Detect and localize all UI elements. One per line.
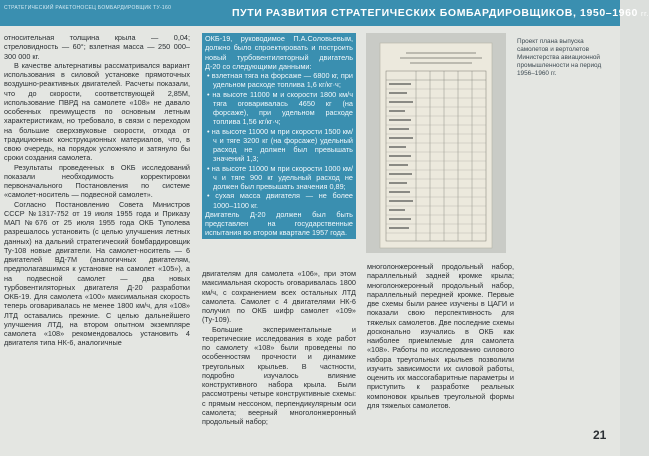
spec-bullet-text: взлетная тяга на форсаже — 6800 кг, при удельном расходе топлива 1,6 кг/кг·ч; — [211, 71, 353, 90]
paragraph: относительная толщина крыла — 0,04; стреловидность — 60°; взлетная масса — 250 000–300 000 кг. — [4, 33, 190, 61]
page-title — [232, 7, 649, 19]
paragraph: Согласно Постановлению Совета Министров СССР №1317-752 от 19 июля 1955 года и Приказу МАП №676 от 25 июля 1955 года ОКБ Туполева разрешалось установить (с целью улучшения летных данных) на дальний стратегический бомбардировщик Ту-108 новые двигатели. На самолет-носитель — 6 двигателей ВД-7М (аналогичных двигателям, предполагавшимся к установке на самолет «105»), а на подвесной самолет — два новых турбовентиляторных двигателя Д-20 разработки ОКБ-19. Для самолета «100» максимальная скорость теперь оговаривалась не менее 1800 км/ч, для «108» ЛТД оставались прежние. С целью дальнейшего улучшения ЛТД, на втором опытном экземпляре самолета «108» рекомендовалось установить 4 двигателя типа НК-6, аналогичные — [4, 199, 190, 348]
text-column-1 — [4, 33, 190, 348]
paragraph: Большие экспериментальные и теоретические исследования в ходе работ по самолету «108» были проведены по особенностям прочности и динамике треугольных крыльев. В частности, подробно изучалось влияние конструктивного набора крыла. Были рассмотрены четыре конструктивные схемы: с прямым нессоном, перпендикулярным оси самолета; веерный многолонжеронный продольный набор; — [202, 324, 356, 426]
text-column-2 — [202, 33, 356, 239]
spec-bullet-text: сухая масса двигателя — не более 1000–1100 кг. — [213, 191, 353, 210]
photo-caption: Проект плана выпуска самолетов и вертолетов Министерства авиационной промышленности на период 1956–1960 гг. — [517, 38, 602, 77]
text-column-3 — [202, 269, 356, 426]
paragraph: двигателям для самолета «106», при этом максимальная скорость оговаривалась 1800 км/ч, с сохранением всех остальных ЛТД самолета. Самолет с 4 двигателями НК-6 получил по ОКБ шифр самолет «109» (Ту-109). — [202, 269, 356, 325]
running-head: СТРАТЕГИЧЕСКИЙ РАКЕТОНОСЕЦ БОМБАРДИРОВЩИК ТУ-160 — [4, 5, 172, 11]
spec-bullet-text: на высоте 11000 м при скорости 1000 км/ч и тяге 900 кг удельный расход не должен был превышать значения 0,89; — [211, 163, 353, 191]
page-title-suffix: гг. — [640, 11, 649, 18]
document-photo — [366, 33, 506, 253]
spec-bullet: • на высоте 11000 м при скорости 1000 км/ч и тяге 900 кг удельный расход не должен был превышать значения 0,89; — [207, 163, 353, 191]
spec-bullet: • взлетная тяга на форсаже — 6800 кг, при удельном расходе топлива 1,6 кг/кг·ч; — [207, 71, 353, 90]
paragraph: В качестве альтернативы рассматривался вариант использования в силовой установке прямоточных воздушно-реактивных двигателей. Расчеты показали, что до скорости, соответствующей 2,85М, использование ПВРД на самолете «108» не давало особенных преимуществ по основным летным характеристикам, но требовало, в связи с переходом на большие сверхзвуковые скорости, отхода от традиционных конструкционных материалов, что, в свою очередь, на порядок усложняло и затянуло бы сроки создания самолета. — [4, 60, 190, 163]
paragraph: многолонжеронный продольный набор, параллельный задней кромке крыла; многолонжеронный продольный набор, параллельный передней кромке. Первые две схемы были ранее изучены в ЦАГИ и показали свою перспективность для тяжелых самолетов. Две последние схемы досконально изучались в ОКБ как наиболее приемлемые для самолета «108». Работы по исследованию силового набора треугольных крыльев позволили изучить зависимости их силовой работы, оценить их массогабаритные параметры и приступить к разработке реальных компоновок крыльев треугольной формы для тяжелых самолетов. — [367, 262, 514, 410]
page-title-text: ПУТИ РАЗВИТИЯ СТРАТЕГИЧЕСКИХ БОМБАРДИРОВЩИКОВ, 1950–1960 — [232, 7, 638, 19]
paragraph: Результаты проведенных в ОКБ исследований показали необходимость корректировки первоначального Постановления по системе «самолет-носитель — подвесной самолет». — [4, 162, 190, 200]
spec-intro: ОКБ-19, руководимое П.А.Соловьевым, должно было спроектировать и построить новый турбовентиляторный двигатель Д-20 со следующими данными: — [205, 34, 353, 71]
archive-table-image — [366, 33, 506, 253]
spec-bullet-text: на высоте 11000 м и скорости 1800 км/ч тяга оговаривалась 4650 кг (на форсаже), при удельном расходе топлива 1,56 кг/кг·ч; — [212, 89, 353, 127]
text-column-4 — [367, 262, 514, 410]
header-bar — [0, 0, 649, 26]
engine-spec-box — [202, 33, 356, 239]
spec-bullet: • на высоте 11000 м при скорости 1500 км/ч и тяге 3200 кг (на форсаже) удельный расход не должен был превышать значений 1,3; — [207, 126, 353, 164]
spec-bullet-text: на высоте 11000 м при скорости 1500 км/ч и тяге 3200 кг (на форсаже) удельный расход не должен был превышать значений 1,3; — [211, 126, 353, 164]
page-number: 21 — [593, 428, 607, 442]
spec-outro: Двигатель Д-20 должен был быть представлен на государственные испытания во втором квартале 1957 года. — [205, 209, 353, 238]
spec-bullet: • на высоте 11000 м и скорости 1800 км/ч тяга оговаривалась 4650 кг (на форсаже), при удельном расходе топлива 1,56 кг/кг·ч; — [207, 89, 353, 127]
spec-bullet: • сухая масса двигателя — не более 1000–1100 кг. — [207, 191, 353, 210]
